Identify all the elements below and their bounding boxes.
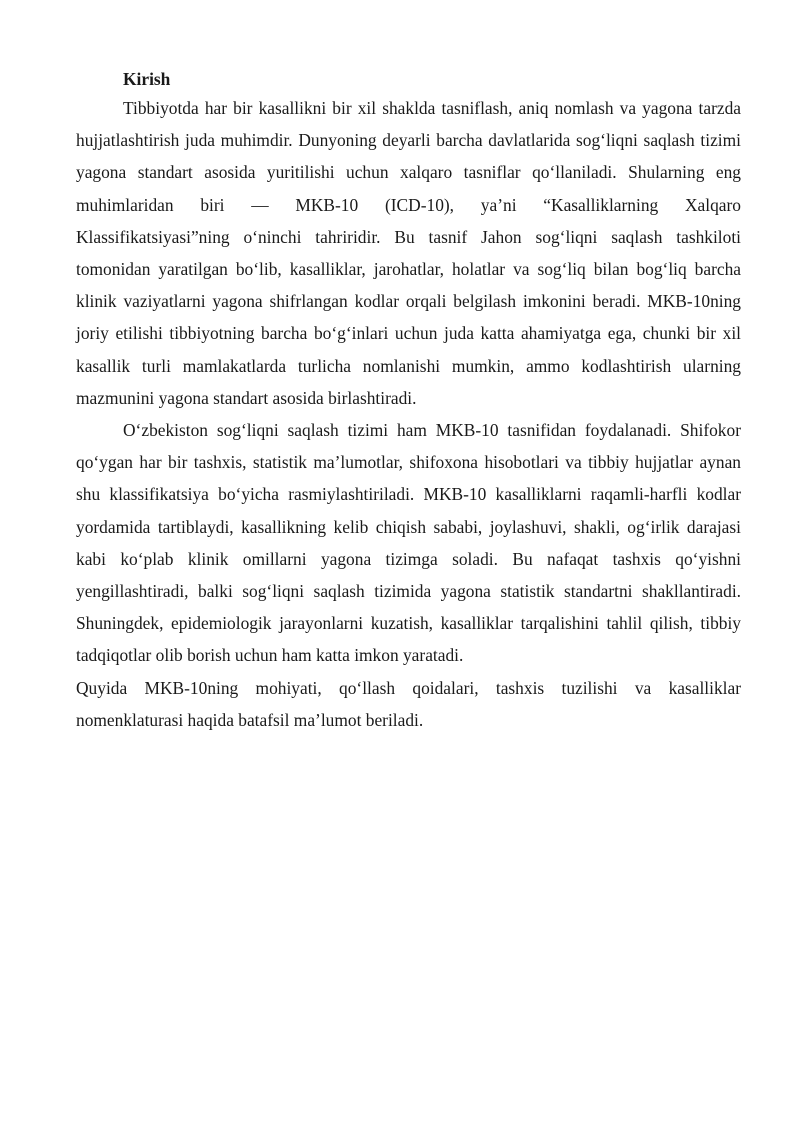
document-page bbox=[76, 66, 741, 736]
section-heading: Kirish bbox=[123, 69, 171, 89]
paragraph-intro: Tibbiyotda har bir kasallikni bir xil shaklda tasniflash, aniq nomlash va yagona tarzda hujjatlashtirish juda muhimdir. Dunyoning deyarli barcha davlatlarida sog‘liqni saqlash tizimi yagona standart asosida yuritilishi uchun xalqaro tasniflar qo‘llaniladi. Shularning eng muhimlaridan biri — MKB-10 (ICD-10), ya’ni “Kasalliklarning Xalqaro Klassifikatsiyasi”ning o‘ninchi tahriridir. Bu tasnif Jahon sog‘liqni saqlash tashkiloti tomonidan yaratilgan bo‘lib, kasalliklar, jarohatlar, holatlar va sog‘liq bilan bog‘liq barcha klinik vaziyatlarni yagona shifrlangan kodlar orqali belgilash imkonini beradi. MKB-10ning joriy etilishi tibbiyotning barcha bo‘g‘inlari uchun juda katta ahamiyatga ega, chunki bir xil kasallik turli mamlakatlarda turlicha nomlanishi mumkin, ammo kodlashtirish ularning mazmunini yagona standart asosida birlashtiradi. bbox=[76, 98, 741, 408]
paragraph-overview: Quyida MKB-10ning mohiyati, qo‘llash qoidalari, tashxis tuzilishi va kasalliklar nomenklaturasi haqida batafsil ma’lumot beriladi. bbox=[76, 677, 741, 730]
paragraph-uzbekistan: O‘zbekiston sog‘liqni saqlash tizimi ham MKB-10 tasnifidan foydalanadi. Shifokor qo‘ygan har bir tashxis, statistik ma’lumotlar, shifoxona hisobotlari va tibbiy hujjatlar aynan shu klassifikatsiya bo‘yicha rasmiylashtiriladi. MKB-10 kasalliklarni raqamli-harfli kodlar yordamida tartiblaydi, kasallikning kelib chiqish sababi, joylashuvi, shakli, og‘irlik darajasi kabi ko‘plab klinik omillarni yagona tizimga soladi. Bu nafaqat tashxis qo‘yishni yengillashtiradi, balki sog‘liqni saqlash tizimida yagona statistik standartni shakllantiradi. Shuningdek, epidemiologik jarayonlarni kuzatish, kasalliklar tarqalishini tahlil qilish, tibbiy tadqiqotlar olib borish uchun ham katta imkon yaratadi. bbox=[76, 420, 741, 666]
